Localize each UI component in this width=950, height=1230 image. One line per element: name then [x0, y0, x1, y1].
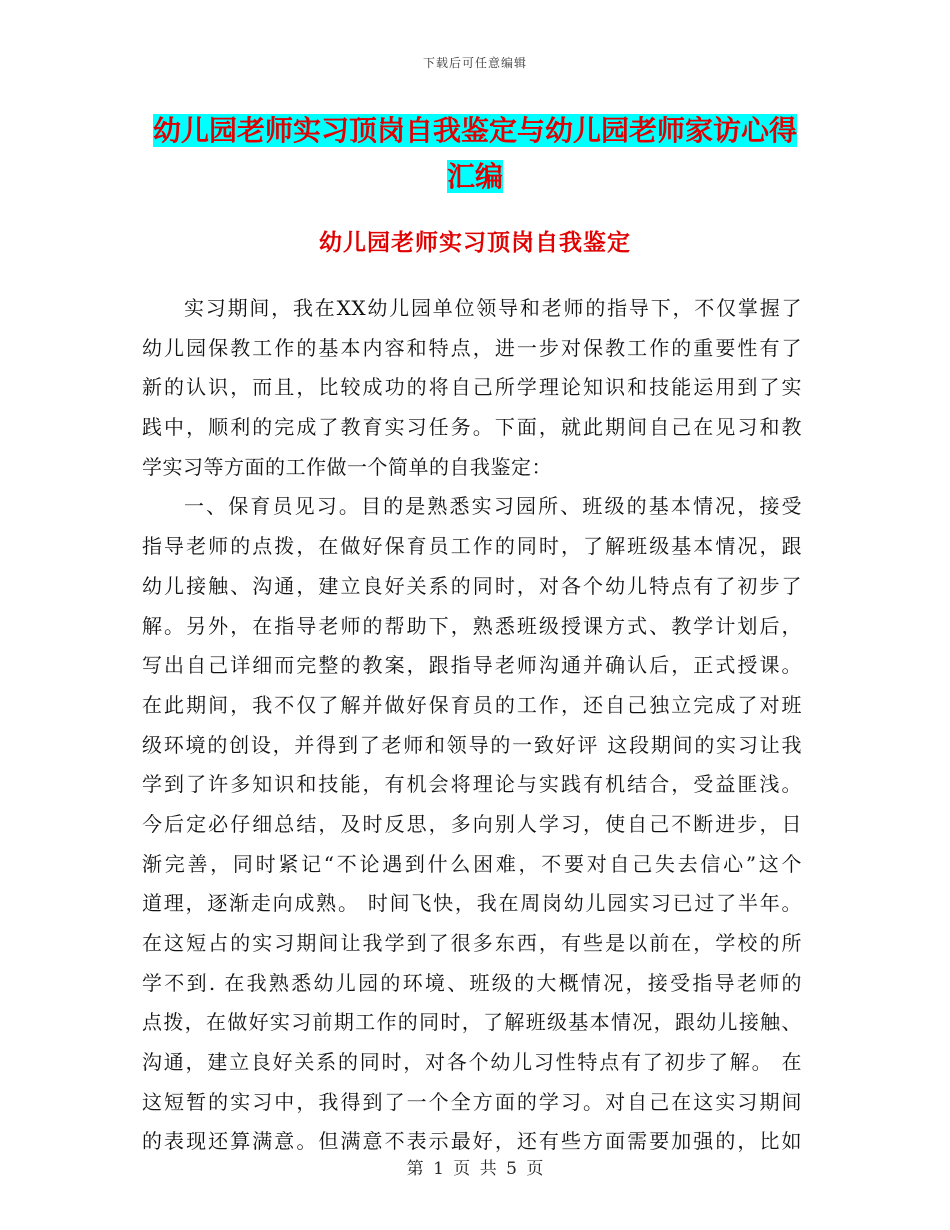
body-line: 学到了许多知识和技能，有机会将理论与实践有机结合，受益匪浅。: [142, 772, 802, 797]
document-title-line-1: 幼儿园老师实习顶岗自我鉴定与幼儿园老师家访心得: [152, 114, 797, 147]
body-line: 一、保育员见习。目的是熟悉实习园所、班级的基本情况，接受: [184, 494, 802, 519]
body-line: 实习期间，我在XX幼儿园单位领导和老师的指导下，不仅掌握了: [184, 296, 802, 320]
body-line: 学实习等方面的工作做一个简单的自我鉴定：: [142, 454, 552, 479]
body-line: 今后定必仔细总结，及时反思，多向别人学习，使自己不断进步，日: [142, 811, 802, 836]
body-line: 新的认识，而且，比较成功的将自己所学理论知识和技能运用到了实: [142, 375, 802, 400]
body-line: 的表现还算满意。但满意不表示最好，还有些方面需要加强的，比如: [142, 1129, 802, 1154]
body-line: 学不到. 在我熟悉幼儿园的环境、班级的大概情况，接受指导老师的: [142, 970, 802, 995]
body-line: 在此期间，我不仅了解并做好保育员的工作，还自己独立完成了对班: [142, 692, 802, 717]
body-line: 指导老师的点拨，在做好保育员工作的同时，了解班级基本情况，跟: [142, 534, 802, 559]
section-title: 幼儿园老师实习顶岗自我鉴定: [319, 229, 631, 256]
body-line: 在这短占的实习期间让我学到了很多东西，有些是以前在，学校的所: [142, 931, 802, 955]
document-title-line-2: 汇编: [446, 160, 503, 193]
body-line: 沟通，建立良好关系的同时，对各个幼儿习性特点有了初步了解。 在: [142, 1050, 802, 1075]
body-line: 幼儿园保教工作的基本内容和特点，进一步对保教工作的重要性有了: [142, 335, 802, 360]
body-line: 践中，顺利的完成了教育实习任务。下面，就此期间自己在见习和教: [142, 415, 802, 440]
body-text: [142, 289, 802, 1162]
body-line: 级环境的创设，并得到了老师和领导的一致好评 这段期间的实习让我: [142, 732, 802, 757]
body-line: 解。另外，在指导老师的帮助下，熟悉班级授课方式、教学计划后，: [142, 613, 802, 638]
body-line: 这短暂的实习中，我得到了一个全方面的学习。对自己在这实习期间: [142, 1089, 802, 1114]
page-footer: 第 1 页 共 5 页: [406, 1159, 544, 1179]
header-note: 下载后可任意编辑: [422, 56, 527, 70]
body-line: 幼儿接触、沟通，建立良好关系的同时，对各个幼儿特点有了初步了: [142, 573, 802, 598]
body-line: 写出自己详细而完整的教案，跟指导老师沟通并确认后，正式授课。: [142, 653, 802, 678]
body-line: 点拨，在做好实习前期工作的同时，了解班级基本情况，跟幼儿接触、: [142, 1010, 802, 1035]
document-title: [140, 108, 810, 200]
body-line: 道理，逐渐走向成熟。 时间飞快，我在周岗幼儿园实习已过了半年。: [142, 891, 802, 916]
body-line: 渐完善，同时紧记“不论遇到什么困难，不要对自己失去信心”这个: [142, 851, 802, 876]
